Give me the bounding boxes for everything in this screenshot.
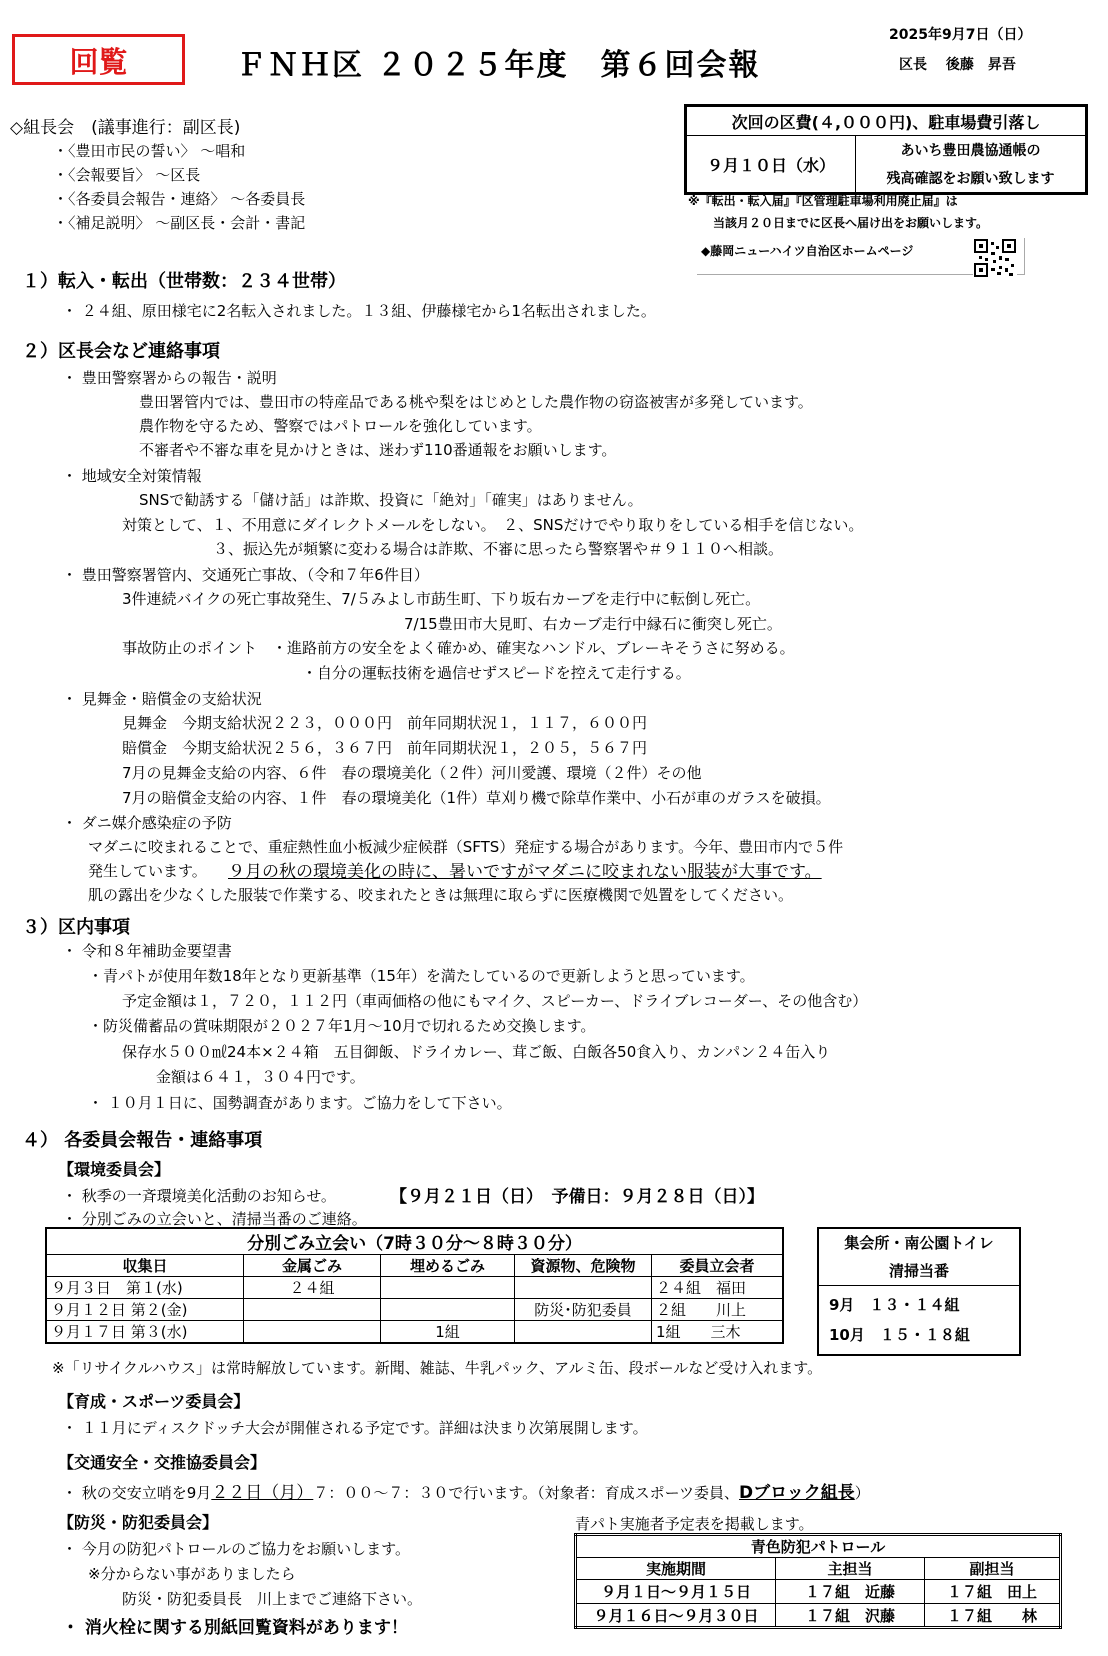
s3-line: ・青パトが使用年数18年となり更新基準（15年）を満たしているので更新しようと思っています。 bbox=[88, 967, 755, 985]
patrol-header: 副担当 bbox=[925, 1558, 1061, 1580]
s3-line: ・ 令和８年補助金要望書 bbox=[62, 942, 232, 960]
patrol-caption: 青色防犯パトロール bbox=[576, 1535, 1061, 1558]
meeting-item: ・〈補足説明〉 ～副区長・会計・書記 bbox=[53, 214, 306, 232]
table-row bbox=[576, 1604, 1061, 1628]
meeting-item: ・〈各委員会報告・連絡〉 ～各委員長 bbox=[53, 190, 306, 208]
s2-line: ・ 豊田警察署からの報告・説明 bbox=[62, 369, 277, 387]
cleaning-title-1: 集会所・南公園トイレ bbox=[844, 1234, 994, 1252]
s2-line: ・ 見舞金・賠償金の支給状況 bbox=[62, 690, 262, 708]
s2-line: ・ 地域安全対策情報 bbox=[62, 467, 202, 485]
fee-remark-1: ※『転出・転入届』『区管理駐車場利用廃止届』は bbox=[688, 194, 958, 208]
issue-date: 2025年9月7日（日） bbox=[889, 27, 1032, 43]
garbage-cell bbox=[244, 1299, 381, 1321]
sports-committee-title: 【育成・スポーツ委員会】 bbox=[58, 1392, 250, 1411]
garbage-header: 資源物、危険物 bbox=[515, 1255, 652, 1277]
garbage-cell bbox=[381, 1277, 515, 1299]
qr-code-icon[interactable] bbox=[973, 238, 1017, 278]
garbage-header: 収集日 bbox=[46, 1255, 244, 1277]
s2-line: ３、振込先が頻繁に変わる場合は詐欺、不審に思ったら警察署や＃９１１０へ相談。 bbox=[213, 540, 784, 558]
bousai-line: ※分からない事がありましたら bbox=[88, 1565, 296, 1583]
s2-line: 7月の見舞金支給の内容、６件 春の環境美化（２件）河川愛護、環境（２件）その他 bbox=[122, 764, 702, 782]
env-line-1: ・ 秋季の一斉環境美化活動のお知らせ。 bbox=[62, 1187, 336, 1205]
traffic-date: ２２日（月） bbox=[211, 1483, 314, 1503]
garbage-cell: ２４組 bbox=[244, 1277, 381, 1299]
patrol-table bbox=[574, 1533, 1062, 1629]
garbage-cell: ９月１２日 第２(金) bbox=[46, 1299, 244, 1321]
circulation-stamp: 回覧 bbox=[12, 34, 185, 85]
s2-line: ・ ダニ媒介感染症の予防 bbox=[62, 814, 232, 832]
cleaning-row: 9月 １３・１４組 bbox=[829, 1296, 960, 1314]
patrol-cell: ９月１６日～９月３０日 bbox=[576, 1604, 776, 1628]
garbage-cell: 1組 三木 bbox=[652, 1321, 784, 1344]
s3-line: ・ １０月１日に、国勢調査があります。ご協力をして下さい。 bbox=[88, 1094, 512, 1112]
s2-line: 賠償金 今期支給状況２５６，３６７円 前年同期状況１，２０５，５６７円 bbox=[122, 739, 648, 757]
patrol-header: 主担当 bbox=[776, 1558, 925, 1580]
fee-date: ９月１０日（水） bbox=[686, 136, 856, 194]
s2-line: 発生しています。 bbox=[88, 862, 207, 880]
fee-note2: 残高確認をお願い致します bbox=[856, 164, 1087, 194]
patrol-cell: １７組 林 bbox=[925, 1604, 1061, 1628]
traffic-line bbox=[62, 1478, 870, 1503]
meeting-item: ・〈会報要旨〉 ～区長 bbox=[53, 166, 201, 184]
patrol-cell: １７組 田上 bbox=[925, 1580, 1061, 1604]
cleaning-title bbox=[818, 1228, 1020, 1286]
s2-line: 7/15豊田市大見町、右カーブ走行中縁石に衝突し死亡。 bbox=[404, 615, 782, 633]
patrol-header: 実施期間 bbox=[576, 1558, 776, 1580]
env-committee-title: 【環境委員会】 bbox=[58, 1160, 171, 1179]
s3-line: 保存水５００㎖24本×２４箱 五目御飯、ドライカレー、茸ご飯、白飯各50食入り、カンパン２４缶入り bbox=[122, 1043, 831, 1061]
garbage-header: 委員立会者 bbox=[652, 1255, 784, 1277]
garbage-cell: ２組 川上 bbox=[652, 1299, 784, 1321]
cleaning-rows bbox=[818, 1286, 1020, 1356]
s2-emphasis-line: ９月の秋の環境美化の時に、暑いですがマダニに咬まれない服装が大事です。 bbox=[228, 862, 822, 882]
traffic-target: Dブロック組長 bbox=[739, 1483, 855, 1503]
cleaning-title-2: 清掃当番 bbox=[888, 1262, 949, 1280]
garbage-cell bbox=[381, 1299, 515, 1321]
s2-line: 対策として、１、不用意にダイレクトメールをしない。 ２、SNSだけでやり取りをしている相手を信じない。 bbox=[122, 516, 864, 534]
fee-remark-2: 当該月２０日までに区長へ届け出をお願いします。 bbox=[713, 216, 989, 230]
s2-line: マダニに咬まれることで、重症熱性血小板減少症候群（SFTS）発症する場合があります。今年、豊田市内で５件 bbox=[88, 838, 844, 856]
garbage-cell: ２４組 福田 bbox=[652, 1277, 784, 1299]
recycle-note: ※「リサイクルハウス」は常時解放しています。新聞、雑誌、牛乳パック、アルミ缶、段ボールなど受け入れます。 bbox=[52, 1359, 823, 1377]
s2-line: 豊田署管内では、豊田市の特産品である桃や梨をはじめとした農作物の窃盗被害が多発しています。 bbox=[139, 393, 813, 411]
traffic-text-e: ） bbox=[854, 1484, 870, 1502]
sports-line: ・ １１月にディスクドッチ大会が開催される予定です。詳細は決まり次第展開します。 bbox=[62, 1419, 648, 1437]
meeting-item: ・〈豊田市民の誓い〉 ～唱和 bbox=[53, 142, 246, 160]
garbage-cell: 防災･防犯委員 bbox=[515, 1299, 652, 1321]
district-chief: 区長 後藤 昇吾 bbox=[899, 57, 1016, 73]
garbage-header: 埋めるごみ bbox=[381, 1255, 515, 1277]
patrol-cell: ９月１日～９月１５日 bbox=[576, 1580, 776, 1604]
s3-line: 金額は６４１，３０４円です。 bbox=[156, 1068, 365, 1086]
traffic-text-c: ７：００～７：３０で行います。（対象者：育成スポーツ委員、 bbox=[313, 1484, 740, 1502]
env-line-2: ・ 分別ごみの立会いと、清掃当番のご連絡。 bbox=[62, 1210, 367, 1228]
table-row bbox=[46, 1277, 783, 1299]
garbage-table bbox=[45, 1227, 784, 1344]
fee-title: 次回の区費(４,０００円)、駐車場費引落し bbox=[686, 106, 1087, 136]
section-1-title: １）転入・転出（世帯数：２３４世帯） bbox=[22, 271, 346, 292]
bousai-last-line: ・ 消火栓に関する別紙回覧資料があります！ bbox=[62, 1618, 408, 1638]
s2-line: 3件連続バイクの死亡事故発生、7/５みよし市莇生町、下り坂右カーブを走行中に転倒し死亡。 bbox=[122, 590, 761, 608]
fee-note1: あいち豊田農協通帳の bbox=[856, 136, 1087, 165]
section-4-title: ４） 各委員会報告・連絡事項 bbox=[22, 1130, 263, 1151]
s2-line: 見舞金 今期支給状況２２３，０００円 前年同期状況１，１１７，６００円 bbox=[122, 714, 648, 732]
garbage-cell: 1組 bbox=[381, 1321, 515, 1344]
bousai-line: 防災・防犯委員長 川上までご連絡下さい。 bbox=[122, 1590, 423, 1608]
garbage-cell bbox=[515, 1277, 652, 1299]
garbage-header: 金属ごみ bbox=[244, 1255, 381, 1277]
homepage-box[interactable] bbox=[697, 238, 1025, 275]
page-title: ＦＮＨ区 ２０２５年度 第６回会報 bbox=[236, 48, 761, 83]
s3-line: ・防災備蓄品の賞味期限が２０２７年1月～10月で切れるため交換します。 bbox=[88, 1017, 596, 1035]
s2-line: 不審者や不審な車を見かけときは、迷わず110番通報をお願いします。 bbox=[139, 441, 617, 459]
bousai-line: ・ 今月の防犯パトロールのご協力をお願いします。 bbox=[62, 1540, 410, 1558]
table-row bbox=[46, 1299, 783, 1321]
cleaning-table bbox=[817, 1227, 1021, 1356]
garbage-caption: 分別ごみ立会い（7時３０分～８時３０分） bbox=[46, 1228, 783, 1255]
homepage-label: ◆藤岡ニューハイツ自治区ホームページ bbox=[701, 244, 914, 258]
patrol-cell: １７組 沢藤 bbox=[776, 1604, 925, 1628]
s2-line: ・自分の運転技術を過信せずスピードを控えて走行する。 bbox=[302, 664, 691, 682]
fee-box bbox=[684, 104, 1088, 195]
table-row bbox=[46, 1321, 783, 1344]
traffic-text-a: ・ 秋の交安立哨を9月 bbox=[62, 1484, 212, 1502]
garbage-cell bbox=[515, 1321, 652, 1344]
patrol-cell: １７組 近藤 bbox=[776, 1580, 925, 1604]
s2-line: ・ 豊田警察署管内、交通死亡事故、（令和７年6件目） bbox=[62, 566, 429, 584]
s2-line: 肌の露出を少なくした服装で作業する、咬まれたときは無理に取らずに医療機関で処置をしてください。 bbox=[88, 886, 794, 904]
s2-line: 農作物を守るため、警察ではパトロールを強化しています。 bbox=[139, 417, 542, 435]
s2-line: 事故防止のポイント ・進路前方の安全をよく確かめ、確実なハンドル、ブレーキそうさに努める。 bbox=[122, 639, 795, 657]
table-row bbox=[576, 1580, 1061, 1604]
garbage-cell bbox=[244, 1321, 381, 1344]
garbage-cell: ９月３日 第１(水) bbox=[46, 1277, 244, 1299]
section-2-title: ２）区長会など連絡事項 bbox=[22, 341, 220, 362]
patrol-intro: 青パト実施者予定表を掲載します。 bbox=[575, 1515, 814, 1533]
meeting-title: ◇組長会 (議事進行：副区長) bbox=[10, 118, 241, 138]
s3-line: 予定金額は１，７２０，１１２円（車両価格の他にもマイク、スピーカー、ドライブレコーダー、その他含む） bbox=[122, 992, 868, 1010]
traffic-committee-title: 【交通安全・交推協委員会】 bbox=[58, 1453, 267, 1472]
s2-line: 7月の賠償金支給の内容、１件 春の環境美化（1件）草刈り機で除草作業中、小石が車のガラスを破損。 bbox=[122, 789, 831, 807]
section-3-title: ３）区内事項 bbox=[22, 917, 130, 938]
env-event-dates: 【９月２１日（日） 予備日：９月２８日（日）】 bbox=[390, 1187, 764, 1207]
garbage-cell: ９月１７日 第３(水) bbox=[46, 1321, 244, 1344]
s2-line: SNSで勧誘する「儲け話」は詐欺、投資に「絶対」「確実」はありません。 bbox=[139, 491, 643, 509]
section-1-line: ・ ２４組、原田様宅に2名転入されました。１３組、伊藤様宅から1名転出されました。 bbox=[62, 302, 656, 320]
cleaning-row: 10月 １５・１８組 bbox=[829, 1326, 970, 1344]
bousai-committee-title: 【防災・防犯委員会】 bbox=[58, 1513, 219, 1532]
